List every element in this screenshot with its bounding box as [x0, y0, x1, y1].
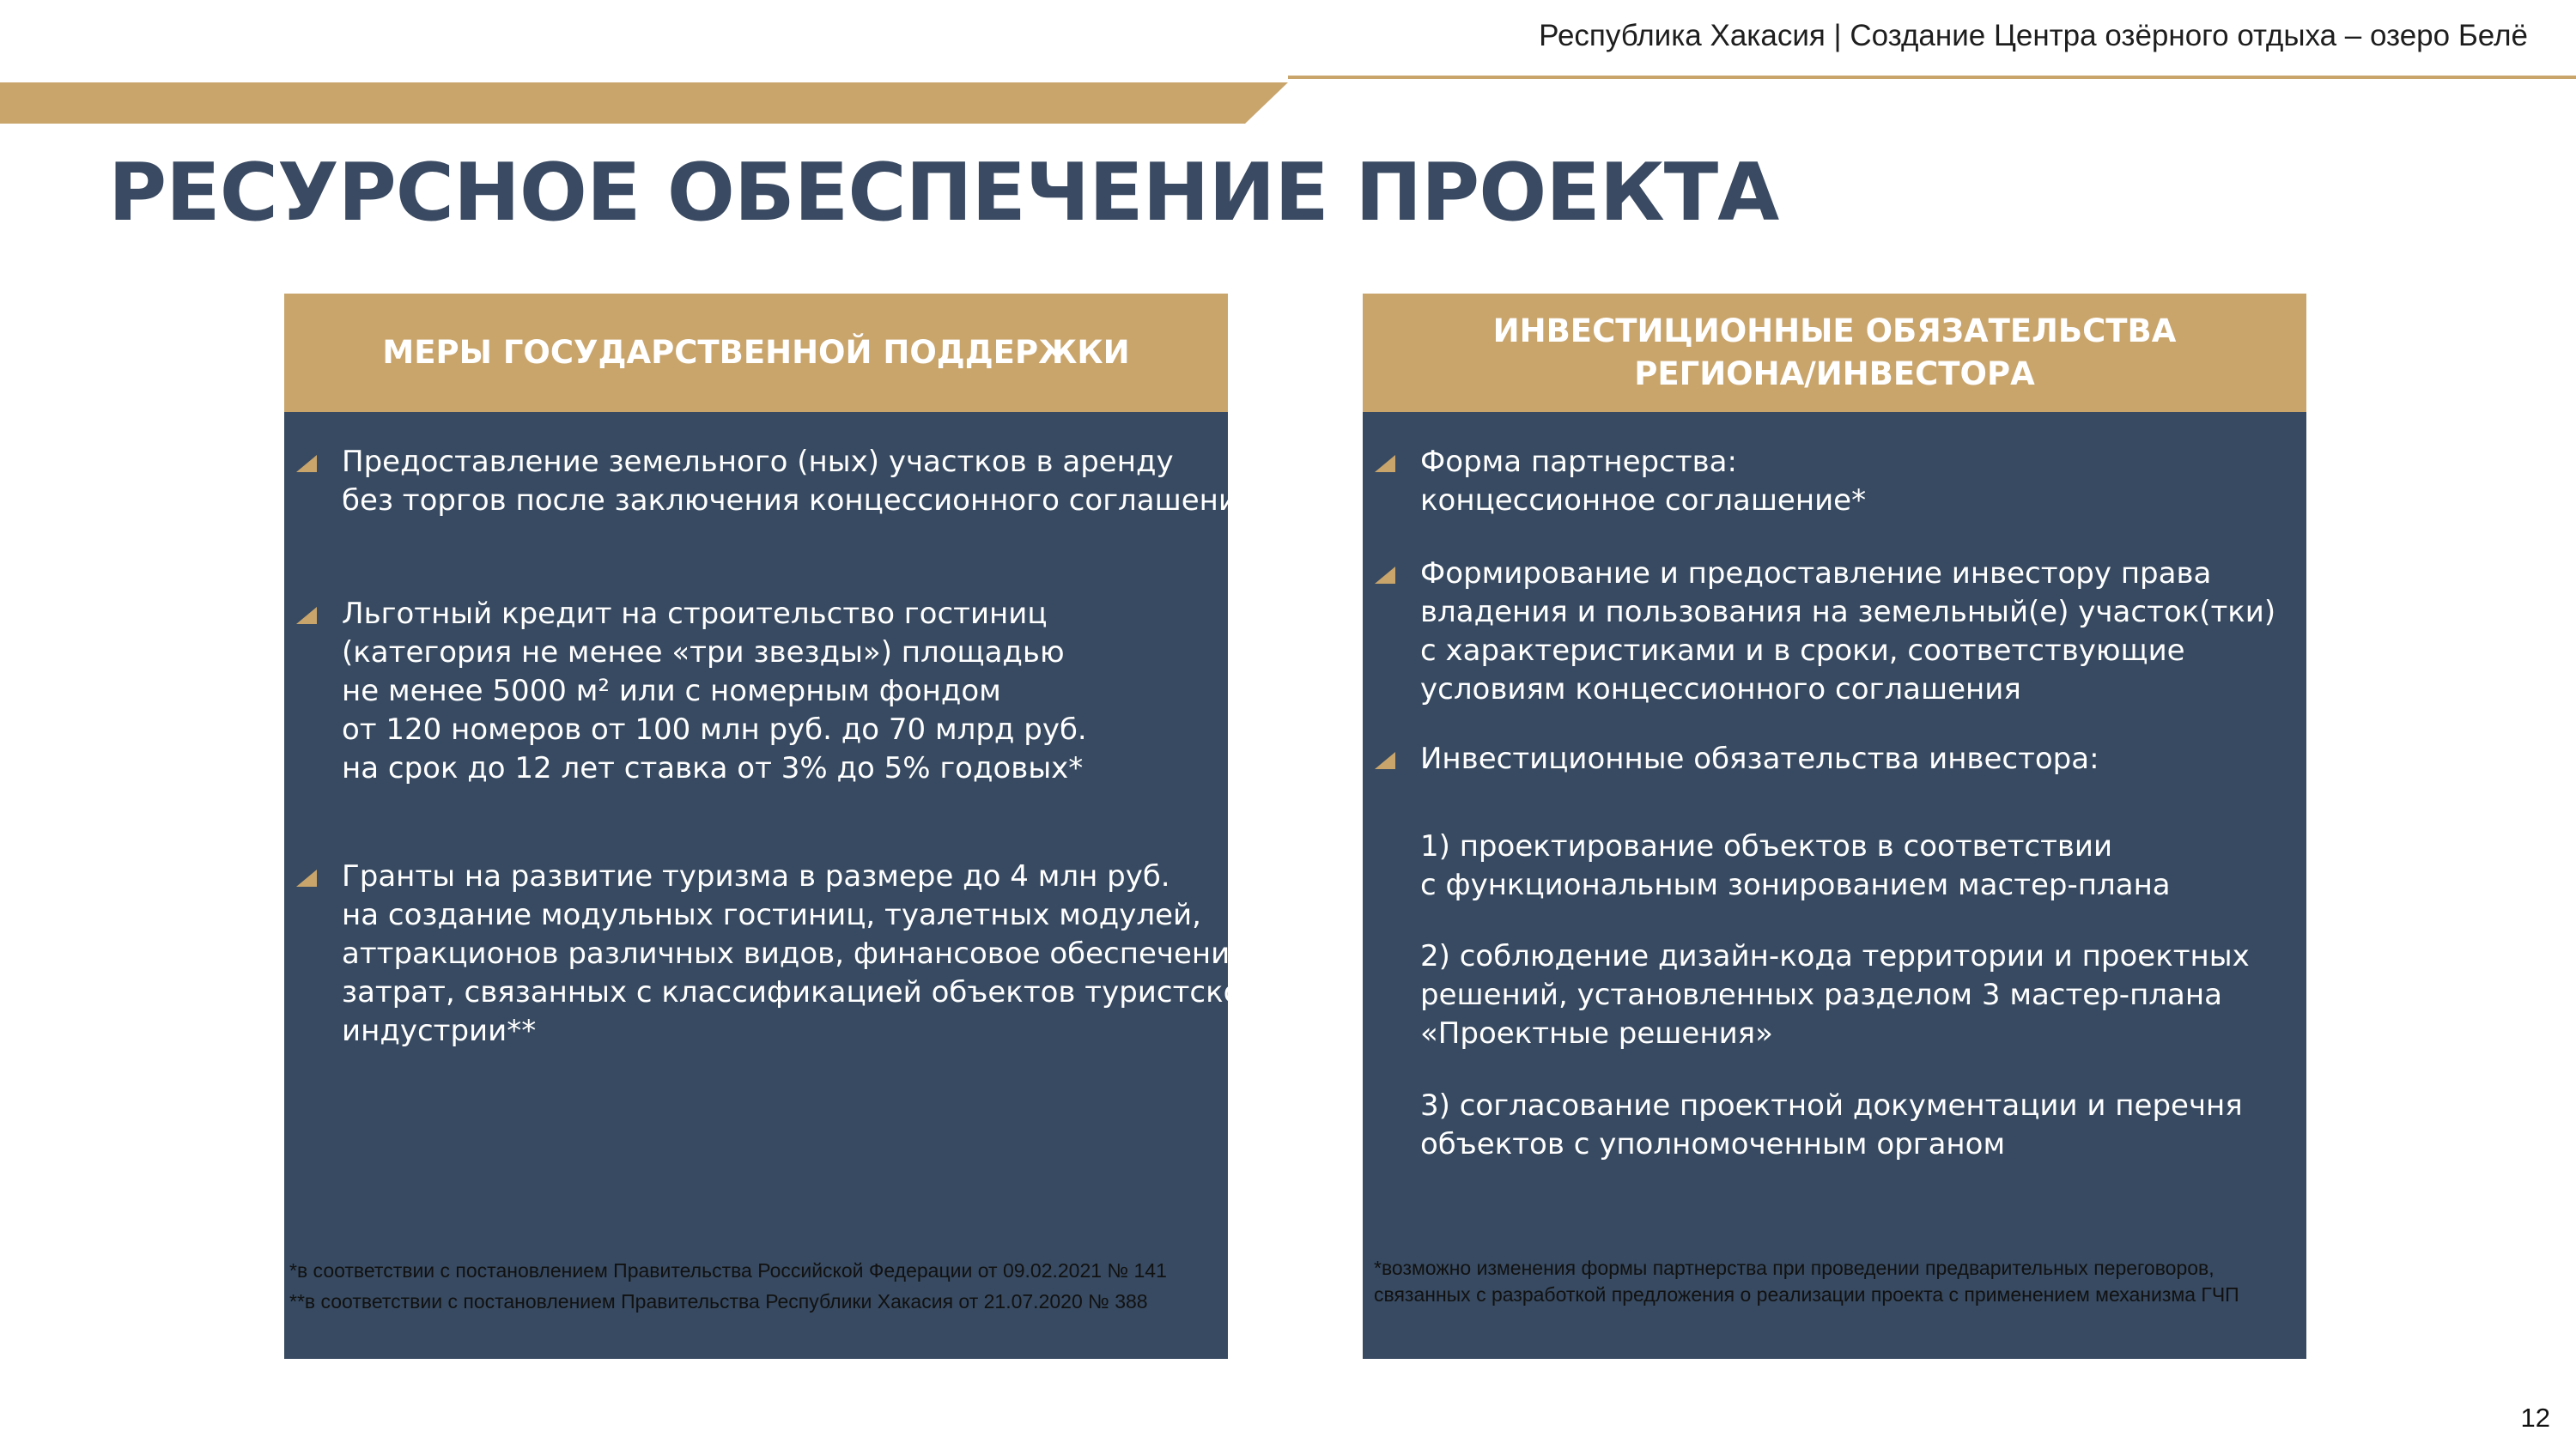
list-item: Формирование и предоставление инвестору права владения и пользования на земельный(е) участок(тки) с характеристиками и в сроки, соответствующие условиям концессионного соглашения	[1363, 555, 2289, 709]
obligation-subitem: 2) соблюдение дизайн-кода территории и проектных решений, установленных разделом 3 мастер-плана «Проектные решения»	[1420, 939, 2250, 1051]
page-number: 12	[2520, 1403, 2550, 1433]
state-support-heading: МЕРЫ ГОСУДАРСТВЕННОЙ ПОДДЕРЖКИ	[284, 294, 1228, 412]
footnote: *в соответствии с постановлением Правительства Российской Федерации от 09.02.2021 № 141	[289, 1259, 1167, 1282]
triangle-bullet-icon	[1375, 567, 1395, 584]
investment-obligations-heading: ИНВЕСТИЦИОННЫЕ ОБЯЗАТЕЛЬСТВА РЕГИОНА/ИНВЕСТОРА	[1363, 294, 2306, 412]
list-item: Предоставление земельного (ных) участков в аренду без торгов после заключения концессионного соглашения	[284, 443, 1211, 520]
list-item: Инвестиционные обязательства инвестора:	[1363, 740, 2289, 779]
state-support-footnotes	[289, 1255, 1167, 1317]
list-item: Форма партнерства: концессионное соглашение*	[1363, 443, 2289, 520]
header-accent-band	[0, 76, 2576, 125]
list-item: Льготный кредит на строительство гостиниц (категория не менее «три звезды») площадью не менее 5000 м² или с номерным фондом от 120 номеров от 100 млн руб. до 70 млрд руб. на срок до 12 лет ставка от 3% до 5% годовых*	[284, 595, 1211, 788]
list-item: Гранты на развитие туризма в размере до 4 млн руб. на создание модульных гостиниц, туалетных модулей, аттракционов различных видов, финансовое обеспечение затрат, связанных с классификацией объектов туристской индустрии**	[284, 858, 1211, 1051]
investment-obligations-footnotes	[1374, 1255, 2239, 1308]
triangle-bullet-icon	[1375, 752, 1395, 769]
footnote: **в соответствии с постановлением Правительства Республики Хакасия от 21.07.2020 № 388	[289, 1290, 1148, 1313]
triangle-bullet-icon	[296, 455, 317, 472]
header-title: Республика Хакасия | Создание Центра озёрного отдыха – озеро Белё	[1539, 19, 2528, 52]
triangle-bullet-icon	[296, 607, 317, 624]
triangle-bullet-icon	[296, 870, 317, 887]
state-support-panel	[284, 294, 1261, 1359]
obligation-subitem: 3) согласование проектной документации и перечня объектов с уполномоченным органом	[1420, 1088, 2243, 1161]
page-title: РЕСУРСНОЕ ОБЕСПЕЧЕНИЕ ПРОЕКТА	[108, 146, 1779, 239]
footnote: *возможно изменения формы партнерства при проведении предварительных переговоров,	[1374, 1257, 2215, 1279]
obligation-subitem: 1) проектирование объектов в соответствии с функциональным зонированием мастер-плана	[1420, 829, 2171, 902]
investment-obligations-panel	[1363, 294, 2306, 1359]
footnote: связанных с разработкой предложения о реализации проекта с применением механизма ГЧП	[1374, 1283, 2239, 1306]
investment-obligations-body	[1363, 412, 2306, 1359]
state-support-body	[284, 412, 1261, 1359]
triangle-bullet-icon	[1375, 455, 1395, 472]
